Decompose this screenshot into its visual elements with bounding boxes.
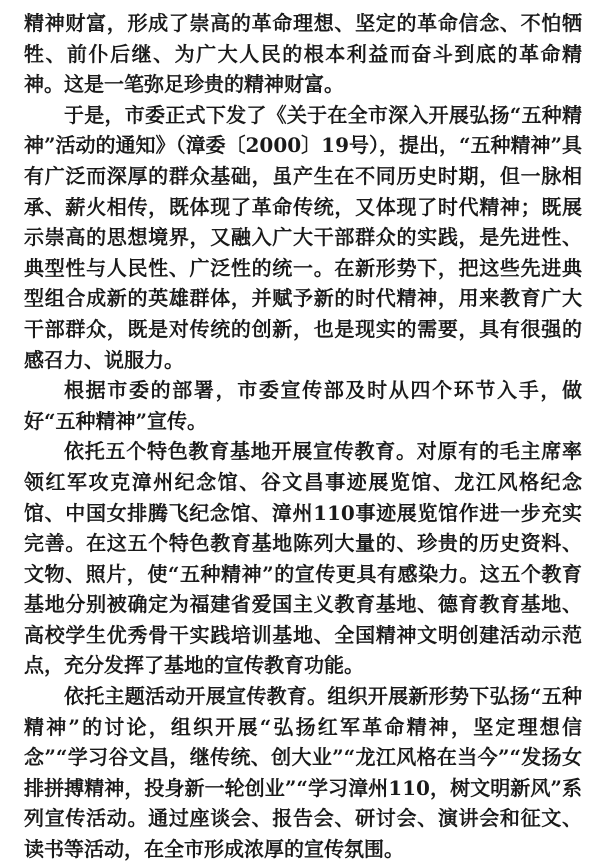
paragraph-notice: 于是，市委正式下发了《关于在全市深入开展弘扬“五种精神”活动的通知》（漳委〔2000〕19号），提出，“五种精神”具有广泛而深厚的群众基础，虽产生在不同历史时期，但一脉相承、薪火相传，既体现了革命传统，又体现了时代精神；既展示崇高的思想境界，又融入广大干部群众的实践，是先进性、典型性与人民性、广泛性的统一。在新形势下，把这些先进典型组合成新的英雄群体，并赋予新的时代精神，用来教育广大干部群众，既是对传统的创新，也是现实的需要，具有很强的感召力、说服力。: [24, 102, 583, 372]
paragraph-education-bases: 依托五个特色教育基地开展宣传教育。对原有的毛主席率领红军攻克漳州纪念馆、谷文昌事迹展览馆、龙江风格纪念馆、中国女排腾飞纪念馆、漳州110事迹展览馆作进一步充实完善。在这五个特色教育基地陈列大量的、珍贵的历史资料、文物、照片，使“五种精神”的宣传更具有感染力。这五个教育基地分别被确定为福建省爱国主义教育基地、德育教育基地、高校学生优秀骨干实践培训基地、全国精神文明创建活动示范点，充分发挥了基地的宣传教育功能。: [24, 439, 582, 678]
paragraph-continued: 精神财富，形成了崇高的革命理想、坚定的革命信念、不怕牺牲、前仆后继、为广大人民的根本利益而奋斗到底的革命精神。这是一笔弥足珍贵的精神财富。: [24, 11, 582, 97]
paragraph-deployment: 根据市委的部署，市委宣传部及时从四个环节入手，做好“五种精神”宣传。: [24, 378, 582, 433]
paragraph-theme-activities: 依托主题活动开展宣传教育。组织开展新形势下弘扬“五种精神”的讨论，组织开展“弘扬红军革命精神，坚定理想信念”“学习谷文昌，继传统、创大业”“龙江风格在当今”“发扬女排拼搏精神，投身新一轮创业”“学习漳州110，树文明新风”系列宣传活动。通过座谈会、报告会、研讨会、演讲会和征文、读书等活动，在全市形成浓厚的宣传氛围。: [24, 684, 582, 862]
